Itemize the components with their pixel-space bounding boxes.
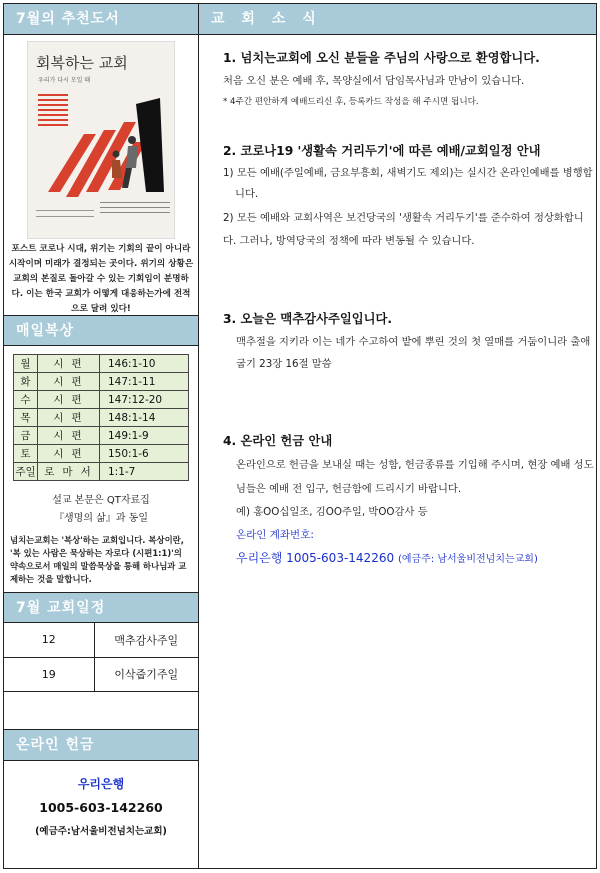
schedule-event: 이삭줍기주일 xyxy=(94,657,198,691)
news-3-title: 3. 오늘은 맥추감사주일입니다. xyxy=(223,312,393,326)
news-4-title: 4. 온라인 헌금 안내 xyxy=(223,434,333,448)
qt-source-line: 설교 본문은 QT자료집 xyxy=(52,495,150,506)
news-4-account-title: 온라인 계좌번호: xyxy=(236,529,314,541)
reading-book: 로마서 xyxy=(38,463,100,481)
reading-ref: 1:1-7 xyxy=(100,463,189,481)
book-blurb: 포스트 코로나 시대, 위기는 기회의 끝이 아니라 시작이며 미래가 결정되는 곳이다. 위기의 상황은 교회의 본질로 돌아갈 수 있는 기회임이 분명하다. 이는 한국 교회가 어떻게 대응하는가에 전적으로 달려 있다! xyxy=(8,244,194,314)
schedule-header: 7월 교회일정 xyxy=(4,592,198,623)
news-1-line: 처음 오신 분은 예배 후, 목양실에서 담임목사님과 만남이 있습니다. xyxy=(223,75,525,87)
right-column xyxy=(199,4,596,868)
reading-book: 시편 xyxy=(38,409,100,427)
news-4-account-holder: (예금주: 남서울비전넘치는교회) xyxy=(397,554,538,565)
news-item-2 xyxy=(223,141,596,253)
daily-reading-header: 매일복상 xyxy=(4,315,198,346)
book-cover-area xyxy=(4,35,198,239)
news-1-title: 1. 넘치는교회에 오신 분들을 주님의 사랑으로 환영합니다. xyxy=(223,51,540,65)
schedule-row xyxy=(4,623,198,657)
reading-day: 주일 xyxy=(14,463,38,481)
news-4-account xyxy=(223,546,596,572)
news-2-item-2: 2) 모든 예배와 교회사역은 보건당국의 '생활속 거리두기'를 준수하여 정상화합니다. 그러나, 방역당국의 정책에 따라 변동될 수 있습니다. xyxy=(223,212,584,247)
reading-book: 시편 xyxy=(38,427,100,445)
reading-row xyxy=(14,373,189,391)
news-item-3 xyxy=(223,309,596,375)
reading-day: 화 xyxy=(14,373,38,391)
account-holder: (예금주:남서울비전넘치는교회) xyxy=(35,825,167,837)
news-1-note: * 4주간 편안하게 예배드리신 후, 등록카드 작성을 해 주시면 됩니다. xyxy=(223,97,479,107)
reading-ref: 148:1-14 xyxy=(100,409,189,427)
reading-ref: 147:1-11 xyxy=(100,373,189,391)
reading-book: 시편 xyxy=(38,445,100,463)
reading-book: 시편 xyxy=(38,391,100,409)
schedule-row xyxy=(4,657,198,691)
reading-book: 시편 xyxy=(38,373,100,391)
reading-ref: 147:12-20 xyxy=(100,391,189,409)
news-2-title: 2. 코로나19 '생활속 거리두기'에 따른 예배/교회일정 안내 xyxy=(223,144,541,158)
bank-name: 우리은행 xyxy=(77,776,125,791)
schedule-date: 12 xyxy=(4,623,94,657)
news-2-item-1: 1) 모든 예배(주일예배, 금요부흥회, 새벽기도 제외)는 실시간 온라인예배를 병행합니다. xyxy=(223,167,593,200)
book-title: 회복하는 교회 xyxy=(36,54,128,72)
reading-day: 수 xyxy=(14,391,38,409)
news-body xyxy=(199,35,596,572)
bulletin-page xyxy=(3,3,597,869)
news-item-4 xyxy=(223,431,596,572)
news-4-body: 온라인으로 헌금을 보내실 때는 성함, 헌금종류를 기입해 주시며, 현장 예배 성도님들은 예배 전 입구, 헌금함에 드리시기 바랍니다. xyxy=(236,459,594,495)
reading-book: 시편 xyxy=(38,355,100,373)
reading-row xyxy=(14,427,189,445)
reading-ref: 150:1-6 xyxy=(100,445,189,463)
book-author-lines xyxy=(36,210,94,222)
schedule-date: 19 xyxy=(4,657,94,691)
news-header: 교 회 소 식 xyxy=(199,4,596,35)
book-cover xyxy=(27,41,175,239)
left-column xyxy=(4,4,199,868)
schedule-event: 맥추감사주일 xyxy=(94,623,198,657)
news-4-example: 예) 홍OO십일조, 김OO주일, 박OO감사 등 xyxy=(236,506,428,518)
schedule-table xyxy=(4,623,198,692)
reading-row xyxy=(14,391,189,409)
schedule-empty-row xyxy=(4,692,198,730)
qt-book-line: 『생명의 삶』과 동일 xyxy=(54,513,148,524)
reading-row xyxy=(14,463,189,481)
book-publisher-lines xyxy=(100,202,170,228)
reading-row xyxy=(14,409,189,427)
account-number: 1005-603-142260 xyxy=(39,799,163,815)
reading-day: 월 xyxy=(14,355,38,373)
reading-day: 목 xyxy=(14,409,38,427)
news-3-body: 맥추절을 지키라 이는 네가 수고하여 밭에 뿌린 것의 첫 열매를 거둠이니라 출애굽기 23장 16절 말씀 xyxy=(236,336,591,370)
reading-ref: 146:1-10 xyxy=(100,355,189,373)
offering-header: 온라인 헌금 xyxy=(4,730,198,761)
book-subtitle: 우리가 다시 모일 때 xyxy=(38,77,91,84)
reading-row xyxy=(14,445,189,463)
reading-day: 토 xyxy=(14,445,38,463)
qt-description: 넘치는교회는 '복상'하는 교회입니다. 복상이란, '복 있는 사람은 묵상하는 자로다 (시편1:1)'의 약속으로서 매일의 말씀묵상을 통해 하나님과 교제하는 것을 말합니다. xyxy=(10,535,187,584)
offering-account xyxy=(4,761,198,837)
book-header: 7월의 추천도서 xyxy=(4,4,198,35)
news-item-1 xyxy=(223,48,596,111)
daily-reading-table xyxy=(13,354,189,481)
reading-row xyxy=(14,355,189,373)
news-4-account-bank-no: 우리은행 1005-603-142260 xyxy=(236,551,395,565)
reading-ref: 149:1-9 xyxy=(100,427,189,445)
reading-day: 금 xyxy=(14,427,38,445)
